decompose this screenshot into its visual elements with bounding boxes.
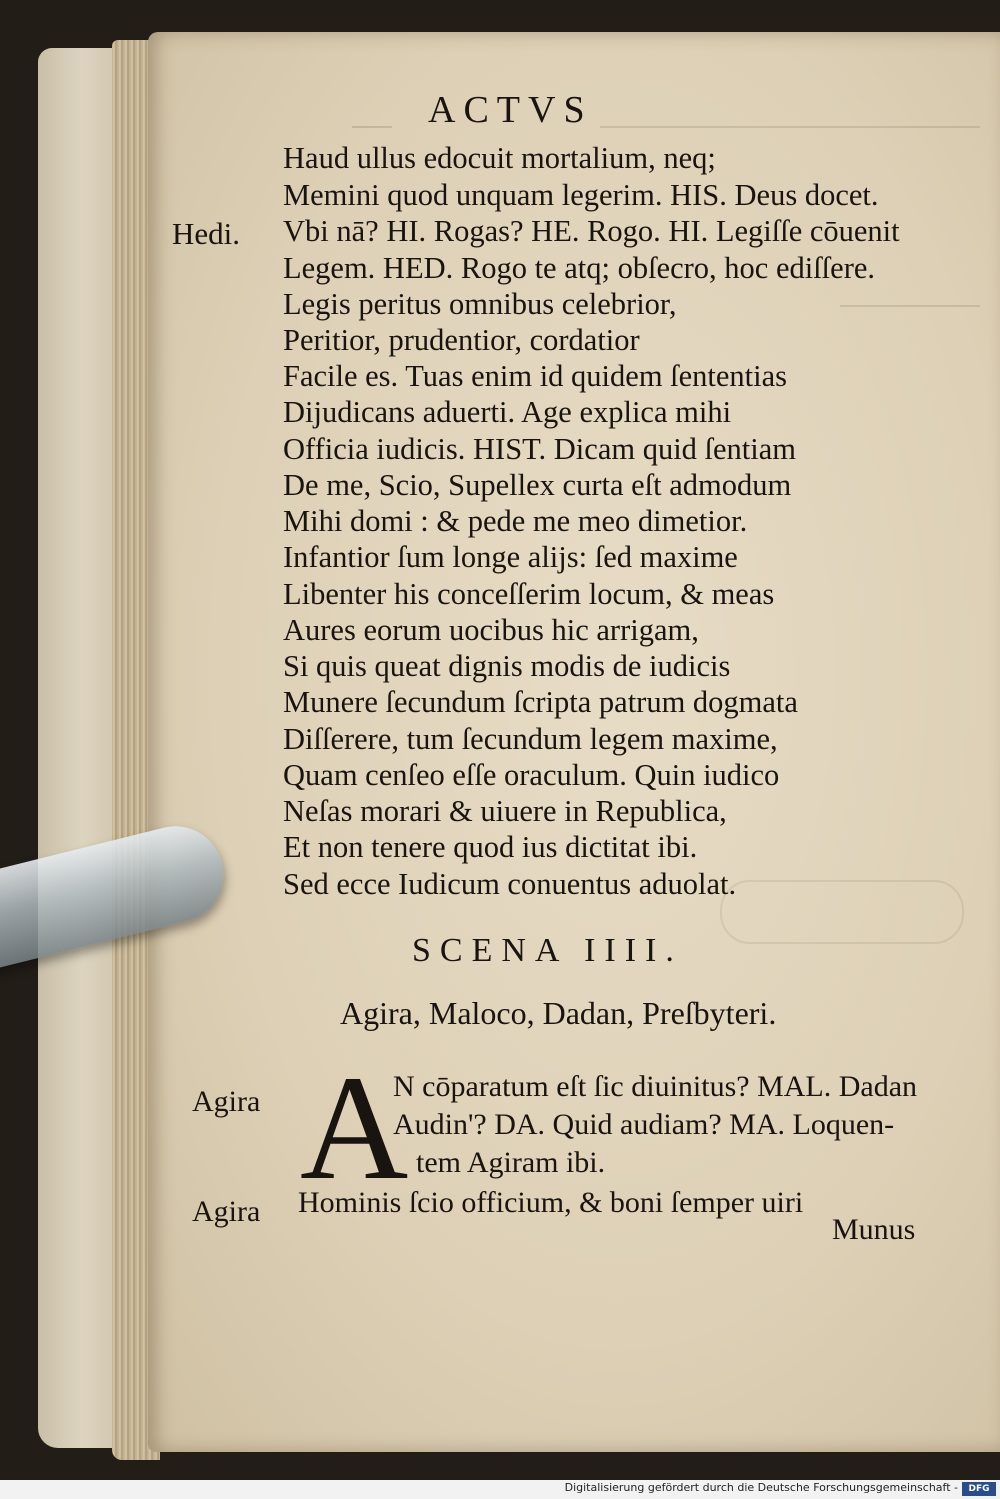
dfg-logo-icon: DFG	[962, 1482, 996, 1496]
verse-line: Et non tenere quod ius dictitat ibi.	[283, 830, 698, 864]
speaker-label: Agira	[192, 1085, 261, 1118]
verse-line: Facile es. Tuas enim id quidem ſententias	[283, 359, 788, 393]
scene-cast-list: Agira, Maloco, Dadan, Preſbyteri.	[340, 995, 777, 1031]
speaker-label: Hedi.	[172, 216, 241, 251]
show-through-mark	[352, 96, 392, 128]
show-through-mark	[720, 880, 964, 944]
verse-line: Quam cenſeo eſſe oraculum. Quin iudico	[283, 758, 780, 792]
dialogue-line: N cōparatum eſt ſic diuinitus? MAL. Dadan	[393, 1070, 918, 1103]
verse-line: Neſas morari & uiuere in Republica,	[283, 794, 727, 828]
verse-line: Legem. HED. Rogo te atq; obſecro, hoc ediſſere.	[283, 251, 876, 285]
verse-line: Officia iudicis. HIST. Dicam quid ſentiam	[283, 432, 797, 466]
drop-cap-initial: A	[300, 1045, 409, 1211]
footer-bar	[0, 1480, 1000, 1499]
speaker-label: Agira	[192, 1195, 261, 1228]
verse-line: Peritior, prudentior, cordatior	[283, 323, 640, 357]
verse-line: Libenter his conceſſerim locum, & meas	[283, 577, 775, 611]
dialogue-line: Hominis ſcio officium, & boni ſemper uiri	[298, 1186, 804, 1219]
running-head: ACTVS	[428, 89, 593, 131]
catchword: Munus	[832, 1213, 916, 1246]
dialogue-line: Audin'? DA. Quid audiam? MA. Loquen-	[393, 1108, 895, 1141]
verse-line: Dijudicans aduerti. Age explica mihi	[283, 395, 732, 429]
verse-line: Sed ecce Iudicum conuentus aduolat.	[283, 867, 737, 901]
verse-line: Aures eorum uocibus hic arrigam,	[283, 613, 699, 647]
show-through-mark	[600, 96, 980, 128]
verse-line: Munere ſecundum ſcripta patrum dogmata	[283, 685, 798, 719]
verse-line: De me, Scio, Supellex curta eſt admodum	[283, 468, 792, 502]
verse-line: Legis peritus omnibus celebrior,	[283, 287, 677, 321]
verse-line: Vbi nā? HI. Rogas? HE. Rogo. HI. Legiſſe cōuenit	[283, 214, 900, 248]
dialogue-line: tem Agiram ibi.	[416, 1146, 606, 1179]
verse-line: Diſſerere, tum ſecundum legem maxime,	[283, 722, 778, 756]
footer-credit: Digitalisierung gefördert durch die Deutsche Forschungsgemeinschaft -	[564, 1481, 958, 1494]
verse-line: Infantior ſum longe alijs: ſed maxime	[283, 540, 738, 574]
verse-line: Mihi domi : & pede me meo dimetior.	[283, 504, 748, 538]
show-through-mark	[840, 305, 980, 307]
scene-heading: SCENA IIII.	[412, 932, 683, 969]
verse-line: Si quis queat dignis modis de iudicis	[283, 649, 731, 683]
verse-line: Haud ullus edocuit mortalium, neq;	[283, 141, 716, 175]
verse-line: Memini quod unquam legerim. HIS. Deus docet.	[283, 178, 879, 212]
